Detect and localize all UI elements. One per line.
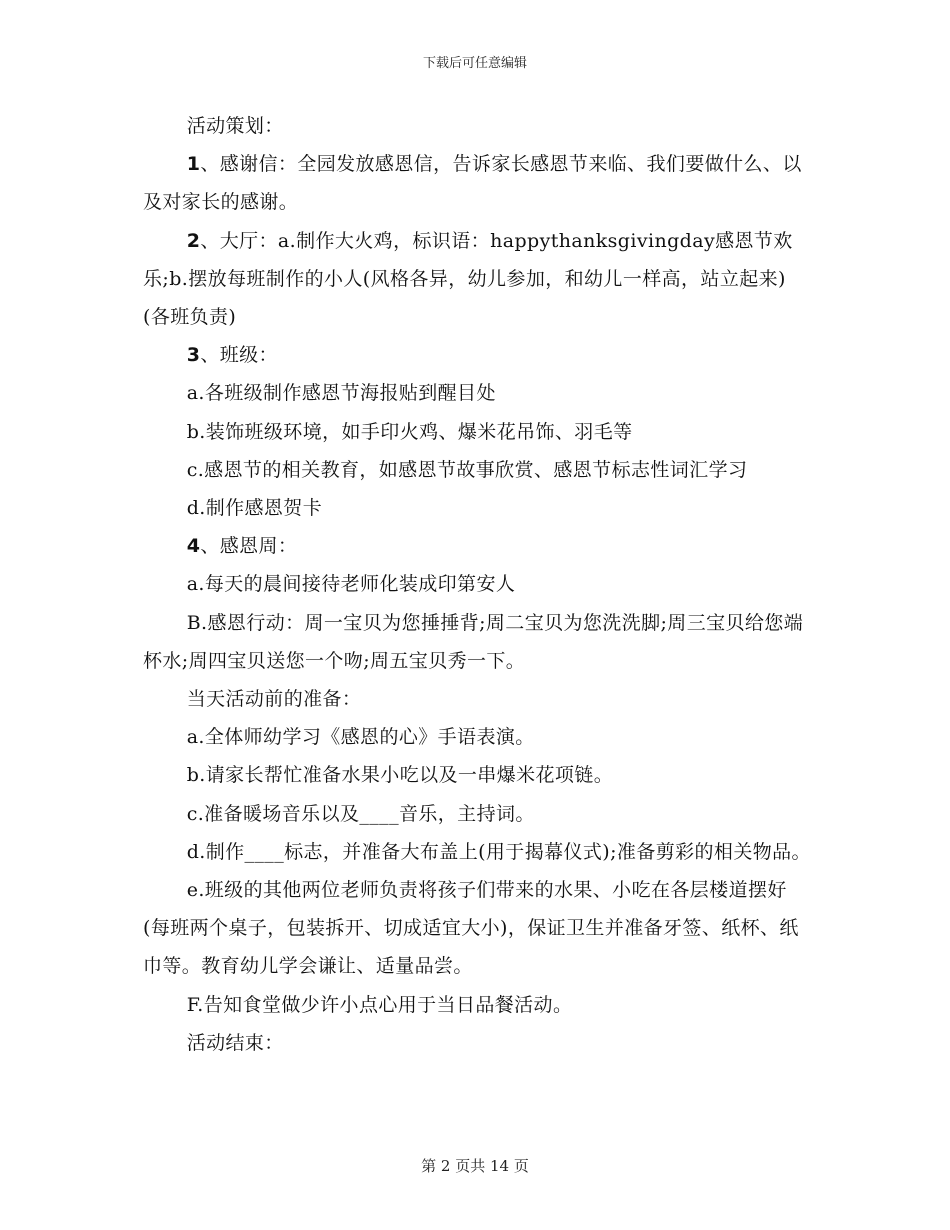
paragraph: d.制作感恩贺卡: [186, 497, 323, 520]
paragraph: c.感恩节的相关教育，如感恩节故事欣赏、感恩节标志性词汇学习: [186, 458, 748, 481]
paragraph: a.每天的晨间接待老师化装成印第安人: [186, 573, 516, 596]
paragraph: 2、大厅：a.制作大火鸡，标识语：happythanksgivingday感恩节欢乐;b.摆放每班制作的小人(风格各异，幼儿参加，和幼儿一样高，站立起来)(各班负责): [143, 229, 793, 329]
paragraph: 活动结束：: [186, 1031, 284, 1054]
paragraph: 4、感恩周：: [186, 535, 298, 558]
paragraph: 当天活动前的准备：: [186, 688, 362, 711]
paragraph: e.班级的其他两位老师负责将孩子们带来的水果、小吃在各层楼道摆好(每班两个桌子，包装拆开、切成适宜大小)，保证卫生并准备牙签、纸杯、纸巾等。教育幼儿学会谦让、适量品尝。: [143, 879, 799, 978]
page-header: 下载后可任意编辑: [422, 56, 527, 71]
paragraph: B.感恩行动：周一宝贝为您捶捶背;周二宝贝为您洗洗脚;周三宝贝给您端杯水;周四宝贝送您一个吻;周五宝贝秀一下。: [143, 611, 804, 672]
paragraph: 1、感谢信：全园发放感恩信，告诉家长感恩节来临、我们要做什么、以及对家长的感谢。: [143, 153, 802, 214]
paragraph: 3、班级：: [186, 344, 278, 367]
page-footer: 第 2 页共 14 页: [421, 1157, 529, 1175]
paragraph: c.准备暖场音乐以及____音乐，主持词。: [186, 802, 535, 825]
paragraph: F.告知食堂做少许小点心用于当日品餐活动。: [186, 993, 573, 1016]
paragraph: d.制作____标志，并准备大布盖上(用于揭幕仪式);准备剪彩的相关物品。: [186, 840, 811, 863]
document-body: [143, 107, 813, 1062]
paragraph: a.各班级制作感恩节海报贴到醒目处: [186, 382, 496, 405]
paragraph: 活动策划：: [186, 115, 284, 137]
paragraph: b.请家长帮忙准备水果小吃以及一串爆米花项链。: [186, 764, 614, 787]
paragraph: a.全体师幼学习《感恩的心》手语表演。: [186, 726, 535, 749]
paragraph: b.装饰班级环境，如手印火鸡、爆米花吊饰、羽毛等: [186, 420, 633, 443]
